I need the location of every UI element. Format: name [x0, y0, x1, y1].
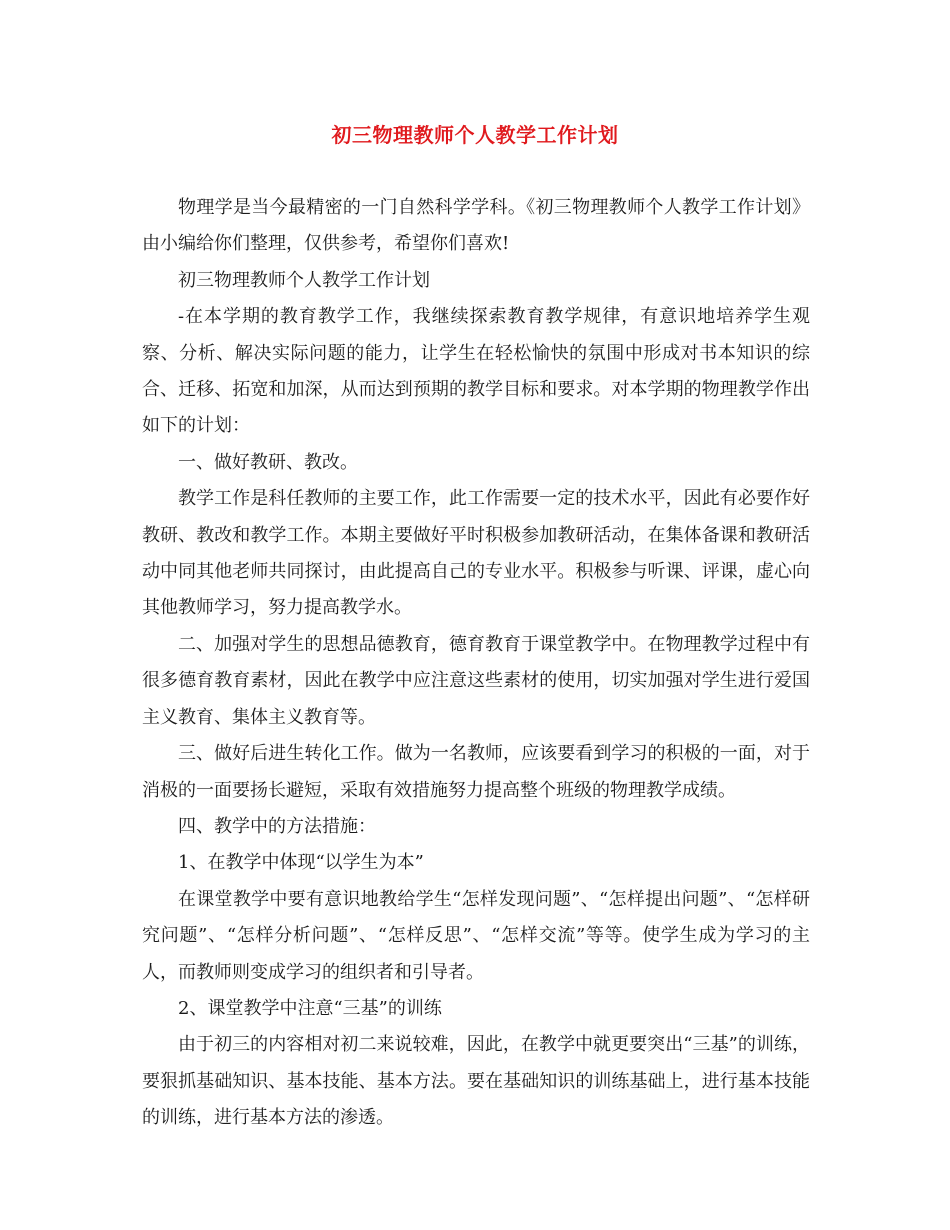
paragraph-student-centered: 在课堂教学中要有意识地教给学生“怎样发现问题”、“怎样提出问题”、“怎样研究问题”、“怎样分析问题”、“怎样反思”、“怎样交流”等等。使学生成为学习的主人，而教师则变成学习的组织者和引导者。 [142, 888, 810, 983]
paragraph-research: 教学工作是科任教师的主要工作，此工作需要一定的技术水平，因此有必要作好教研、教改和教学工作。本期主要做好平时积极参加教研活动，在集体备课和教研活动中同其他老师共同探讨，由此提高自己的专业水平。积极参与听课、评课，虚心向其他教师学习，努力提高教学水。 [142, 488, 810, 619]
paragraph-intro: 物理学是当今最精密的一门自然科学学科。《初三物理教师个人教学工作计划》由小编给你们整理，仅供参考，希望你们喜欢! [142, 197, 810, 255]
subsection-heading-1: 1、在教学中体现“以学生为本” [178, 852, 424, 874]
document-body [142, 190, 810, 1137]
section-heading-1: 一、做好教研、教改。 [178, 451, 358, 473]
paragraph-moral-education: 二、加强对学生的思想品德教育，德育教育于课堂教学中。在物理教学过程中有很多德育教育素材，因此在教学中应注意这些素材的使用，切实加强对学生进行爱国主义教育、集体主义教育等。 [142, 633, 810, 728]
subsection-heading-2: 2、课堂教学中注意“三基”的训练 [178, 997, 442, 1019]
paragraph-underachievers: 三、做好后进生转化工作。做为一名教师，应该要看到学习的积极的一面，对于消极的一面要扬长避短，采取有效措施努力提高整个班级的物理教学成绩。 [142, 743, 810, 801]
paragraph-subtitle: 初三物理教师个人教学工作计划 [178, 269, 430, 291]
paragraph-overview: -在本学期的教育教学工作，我继续探索教育教学规律，有意识地培养学生观察、分析、解决实际问题的能力，让学生在轻松愉快的氛围中形成对书本知识的综合、迁移、拓宽和加深，从而达到预期的教学目标和要求。对本学期的物理教学作出如下的计划： [142, 306, 810, 437]
paragraph-three-basics: 由于初三的内容相对初二来说较难，因此，在教学中就更要突出“三基”的训练，要狠抓基础知识、基本技能、基本方法。要在基础知识的训练基础上，进行基本技能的训练，进行基本方法的渗透。 [142, 1034, 810, 1129]
document-title: 初三物理教师个人教学工作计划 [331, 123, 619, 147]
section-heading-4: 四、教学中的方法措施： [178, 815, 376, 837]
